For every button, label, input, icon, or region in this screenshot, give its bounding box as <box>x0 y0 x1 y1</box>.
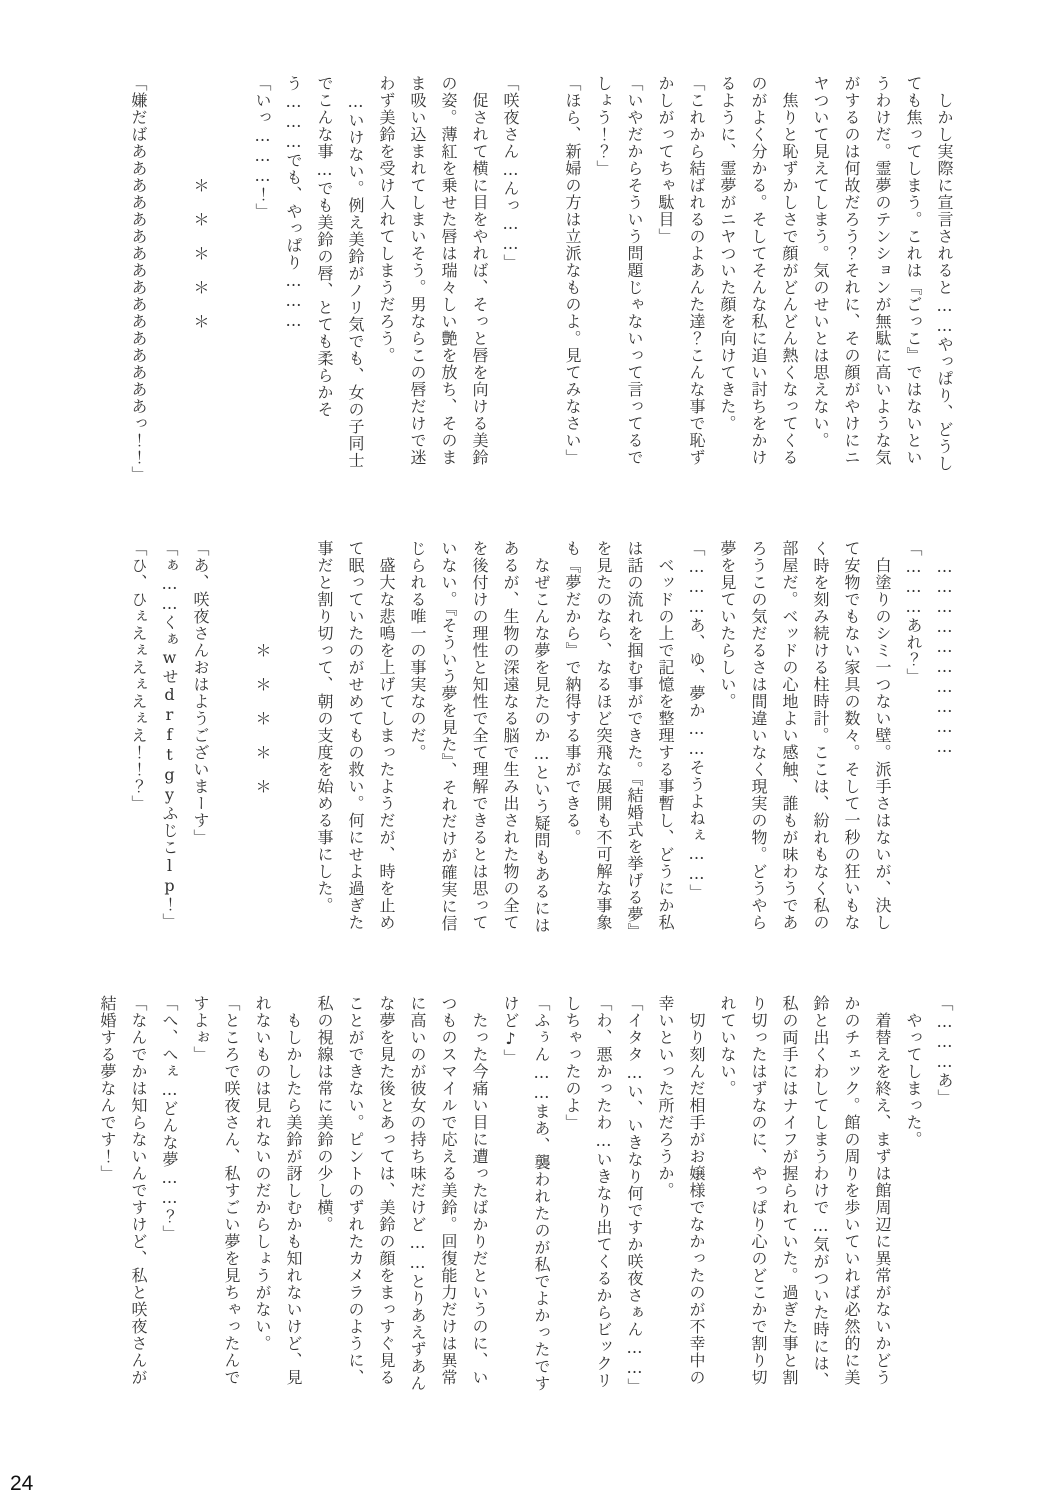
paragraph: 「いっ………！」 <box>253 75 272 220</box>
blank-line <box>216 75 247 475</box>
blank-line <box>526 75 557 475</box>
paragraph: 白塗りのシミ一つない壁。派手さはないが、決して安物でもない家具の数々。そして一秒の狂いもなく時を刻み続ける柱時計。ここは、紛れもなく私の部屋だ。ベッドの心地よい感触、誰もが味わうであろうこの気だるさは間違いなく現実の物。どうやら夢を見ていたらしい。 <box>718 540 892 931</box>
paragraph: なぜこんな夢を見たのか…という疑問もあるにはあるが、生物の深遠なる脳で生み出された物の全てを後付けの理性と知性で全て理解できるとは思っていない。『そういう夢を見た』、それだけが確実に信じられる唯一の事実なのだ。 <box>408 540 551 934</box>
page-number: 24 <box>10 1472 34 1495</box>
paragraph: 「わ、悪かったわ…いきなり出てくるからビックリしちゃったのよ」 <box>563 995 613 1389</box>
paragraph: ………………………… <box>935 540 954 757</box>
paragraph: 「嫌だばああああああああああああああああっ！！」 <box>129 75 148 483</box>
paragraph: 「ひ、ひぇえぇえぇえぇえ！！？」 <box>129 540 148 812</box>
paragraph: 「へ、へぇ…どんな夢……？」 <box>160 995 179 1242</box>
paragraph: しかし実際に宣言されると……やっぱり、どうしても焦ってしまう。これは『ごっこ』ではないというわけだ。霊夢のテンションが無駄に高いような気がするのは何故だろう？それに、その顔がやけにニヤついて見えてしまう。気のせいとは思えない。 <box>811 75 954 472</box>
paragraph: 「これから結ばれるのよあんた達？こんな事で恥ずかしがってちゃ駄目」 <box>656 75 706 466</box>
paragraph: 「………あ」 <box>935 995 954 1106</box>
paragraph: 焦りと恥ずかしさで顔がどんどん熱くなってくるのがよく分かる。そしてそんな私に追い討ちをかけるように、霊夢がニヤついた顔を向けてきた。 <box>718 75 799 466</box>
paragraph: 「ふぅん……まあ、襲われたのが私でよかったですけど♪」 <box>501 995 551 1392</box>
text-band-bottom <box>92 995 960 1395</box>
paragraph: 「イタタ…い、いきなり何ですか咲夜さぁん……」 <box>625 995 644 1395</box>
text-band-top <box>123 75 960 483</box>
paragraph: やってしまった。 <box>904 995 923 1148</box>
paragraph: 盛大な悲鳴を上げてしまったようだが、時を止めて眠っていたのがせめてもの救い。何にせよ過ぎた事だと割り切って、朝の支度を始める事にした。 <box>315 540 396 931</box>
section-separator: ＊ ＊ ＊ ＊ ＊ <box>253 540 272 795</box>
paragraph: 「いやだからそういう問題じゃないって言ってるでしょう！？」 <box>594 75 644 466</box>
blank-line <box>278 540 309 940</box>
paragraph: ベッドの上で記憶を整理する事暫し、どうにか私は話の流れを掴む事ができた。『結婚式を挙げる夢』を見たのなら、なるほど突飛な展開も不可解な事象も『夢だから』で納得する事ができる。 <box>563 540 675 940</box>
paragraph: 「ぁ……くぁwせdrftgyふじこlp！」 <box>160 540 179 930</box>
blank-line <box>154 75 185 475</box>
paragraph: 「なんでかは知らないんですけど、私と咲夜さんが結婚する夢なんです！」 <box>98 995 148 1386</box>
paragraph: 「咲夜さん…んっ……」 <box>501 75 520 271</box>
paragraph: 「ところで咲夜さん、私すごい夢を見ちゃったんですよぉ」 <box>191 995 241 1386</box>
paragraph: たった今痛い目に遭ったばかりだというのに、いつものスマイルで応える美鈴。回復能力だけは異常に高いのが彼女の持ち味だけど……とりあえずあんな夢を見た後とあっては、美鈴の顔をまっすぐ見ることができない。ピントのずれたカメラのように、私の視線は常に美鈴の少し横。 <box>315 995 489 1392</box>
section-separator: ＊ ＊ ＊ ＊ ＊ <box>191 75 210 330</box>
paragraph: もしかしたら美鈴が訝しむかも知れないけど、見れないものは見れないのだからしょうがない。 <box>253 995 303 1386</box>
paragraph: 「………あ、ゆ、夢か……そうよねぇ……」 <box>687 540 706 901</box>
blank-line <box>216 540 247 940</box>
paragraph: 促されて横に目をやれば、そっと唇を向ける美鈴の姿。薄紅を乗せた唇は瑞々しい艶を放ち、そのまま吸い込まれてしまいそう。男ならこの唇だけで迷わず美鈴を受け入れてしまうだろう。 <box>377 75 489 466</box>
paragraph: 着替えを終え、まずは館周辺に異常がないかどうかのチェック。館の周りを歩いていれば必然的に美鈴と出くわしてしまうわけで…気がついた時には、私の両手にはナイフが握られていた。過ぎた事と割り切ったはずなのに、やっぱり心のどこかで割り切れていない。 <box>718 995 892 1389</box>
paragraph: 「ほら、新婦の方は立派なものよ。見てみなさい」 <box>563 75 582 466</box>
text-band-middle <box>123 540 960 940</box>
paragraph: …いけない。例え美鈴がノリ気でも、女の子同士でこんな事…でも美鈴の唇、とても柔らかそう………でも、やっぱり……… <box>284 75 365 469</box>
paragraph: 「あ、咲夜さんおはようございまーす」 <box>191 540 210 846</box>
paragraph: 「………あれ？」 <box>904 540 923 685</box>
paragraph: 切り刻んだ相手がお嬢様でなかったのが不幸中の幸いといった所だろうか。 <box>656 995 706 1386</box>
